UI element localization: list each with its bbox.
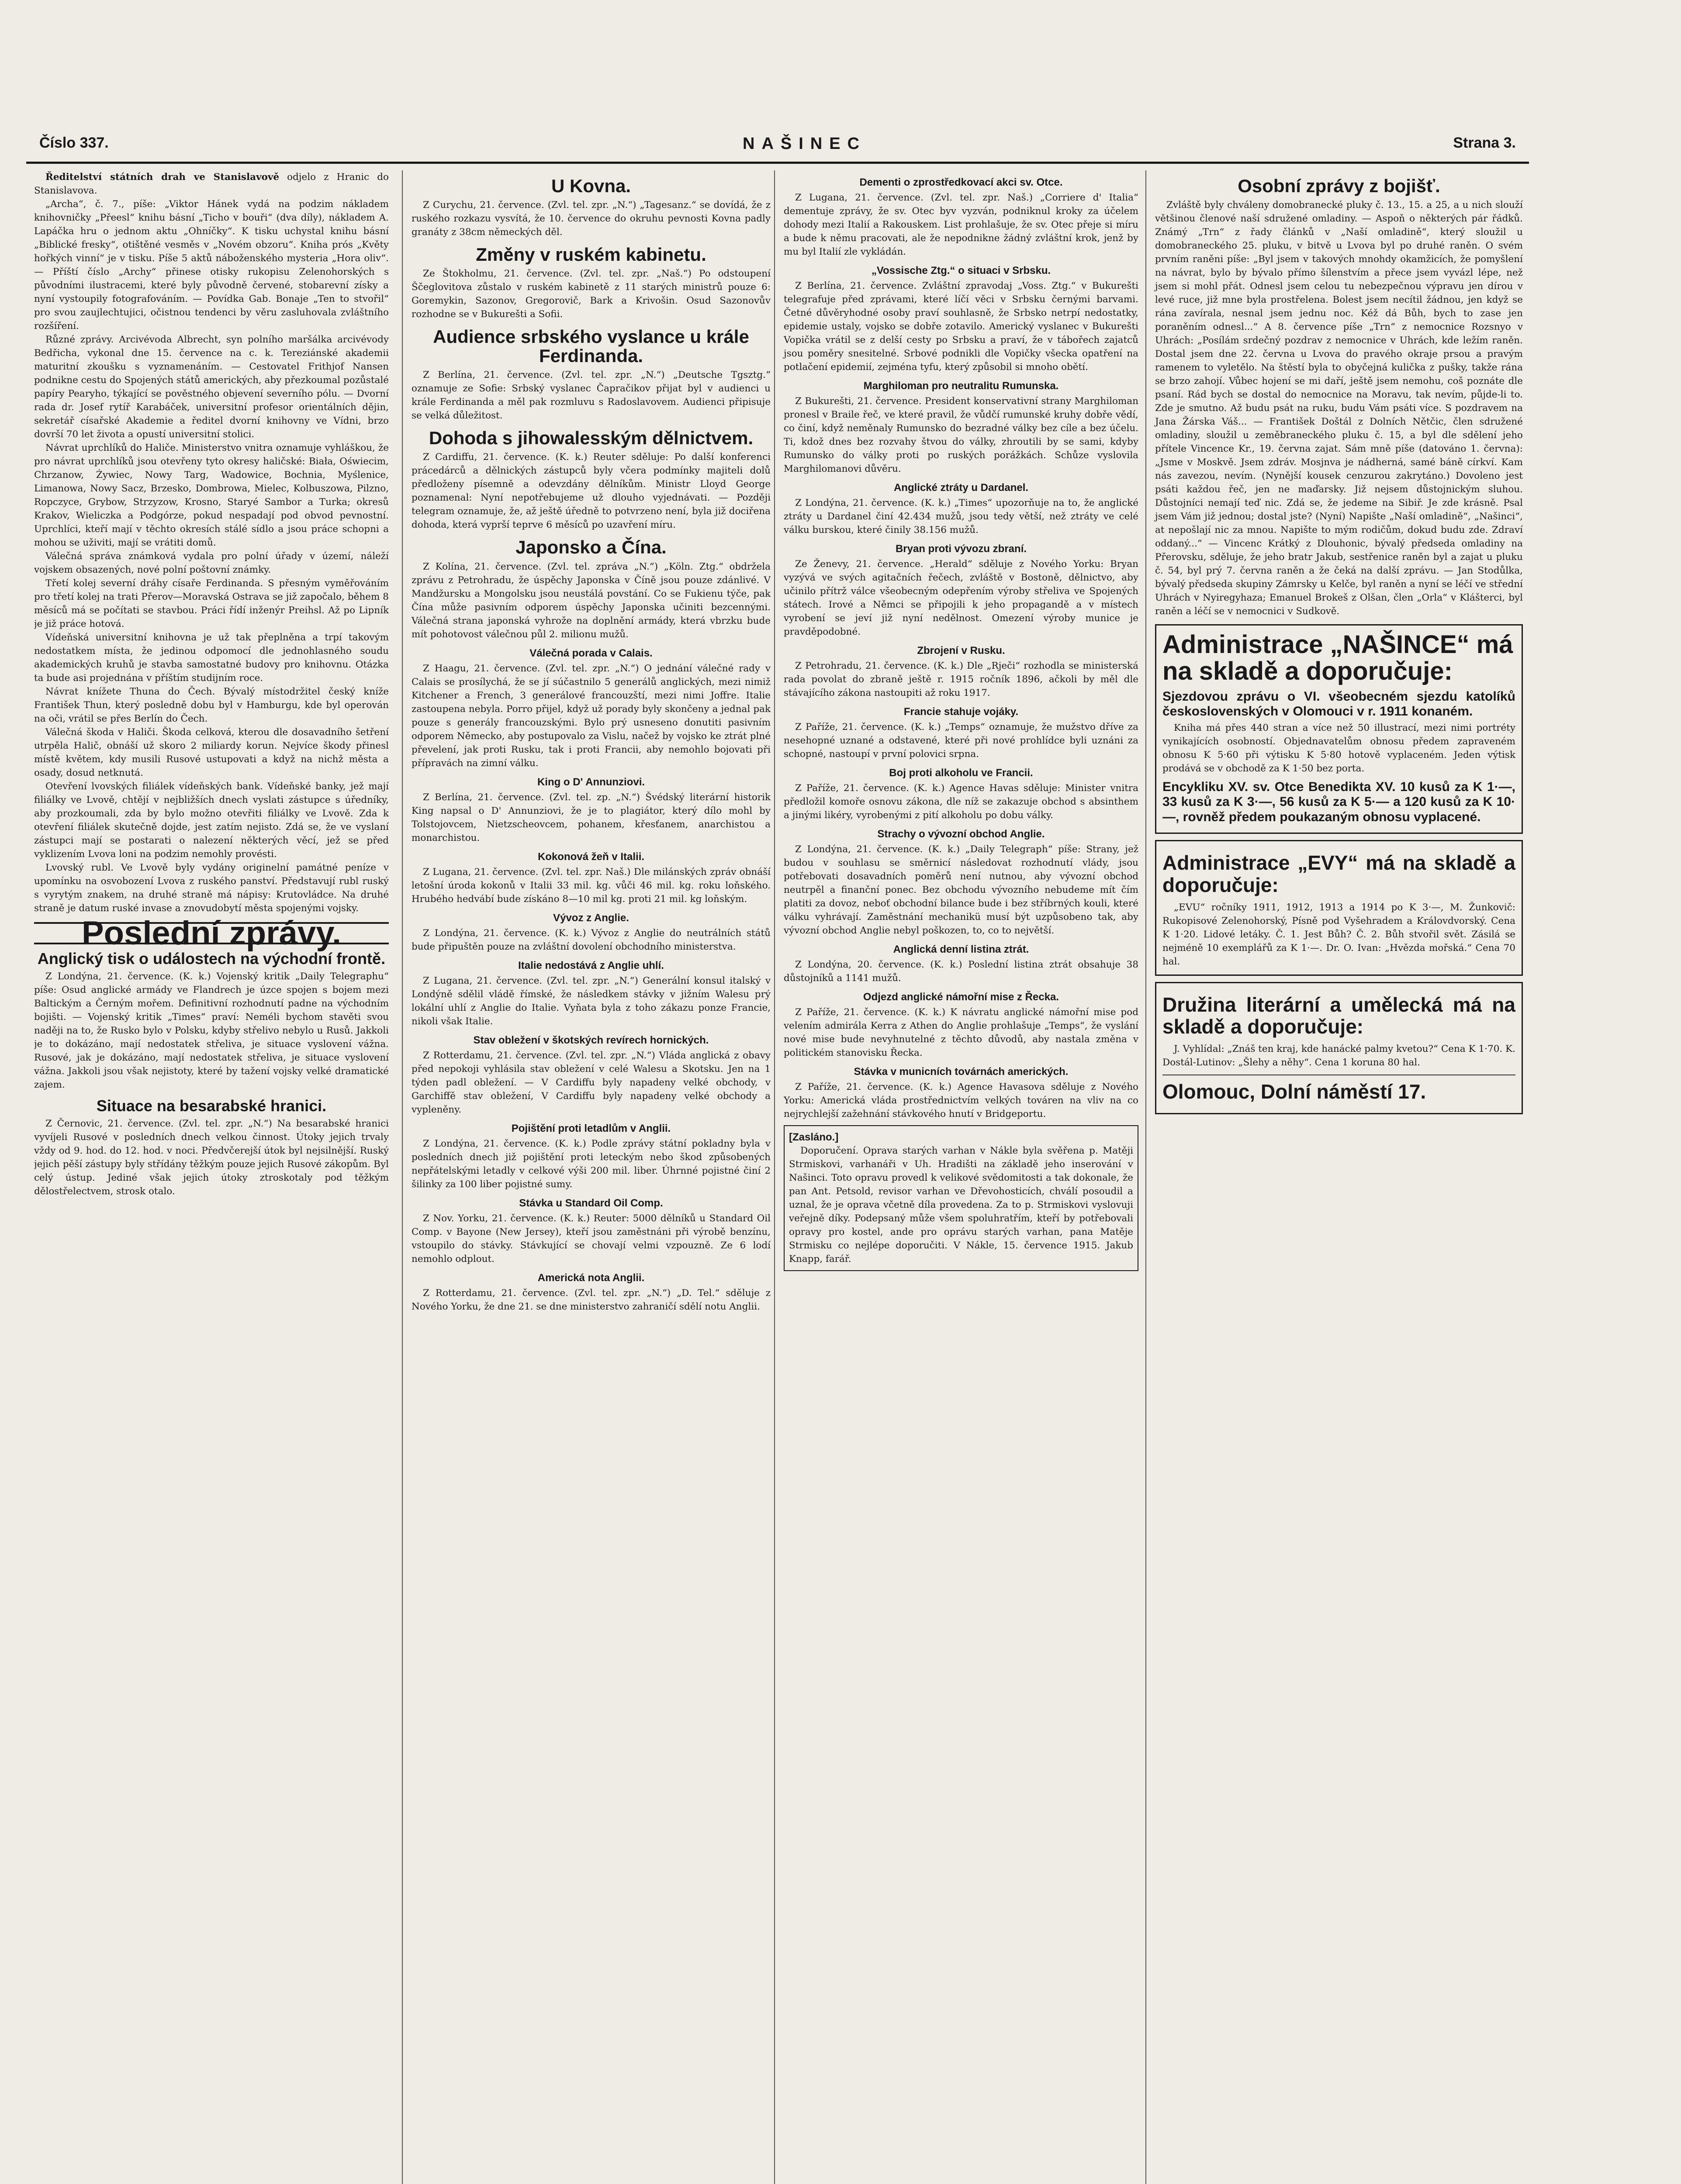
article-paragraph: Z Londýna, 21. července. (K. k.) Podle zprávy státní pokladny byla v posledních dnech již pojištění proti leteckým nebo škod způsobených nepřátelskými letadly v celkové výši 200 mil. liber. Úhrnné pojistné činí 2 šilinky za 100 liber pojistné sumy.	[412, 1138, 771, 1190]
article-paragraph: Z Nov. Yorku, 21. července. (K. k.) Reuter: 5000 dělníků u Standard Oil Comp. v Bayone (New Jersey), kteří jsou zaměstnáni při výrobě benzínu, vstoupilo do stávky. Stávkující se chovají velmi vzpouzně. Ze 6 lodí nemohlo odplout.	[412, 1213, 771, 1265]
article-paragraph: Z Berlína, 21. července. (Zvl. tel. zp. „N.“) Švédský literární historik King napsal o D' Annunziovi, že je to plagiátor, který dílo mohl by Tolstojovcem, Nietzscheovcem, pohanem, křesťanem, anarchistou a monarchistou.	[412, 791, 771, 843]
article-paragraph: Z Londýna, 21. července. (K. k.) Vojenský kritik „Daily Telegraphu“ píše: Osud anglické armády ve Flandrech je úzce spojen s bojem mezi Baltickým a Černým mořem. Definitivní rozhodnutí padne na východním bojišti. — Vojenský kritik „Times“ praví: Neméli bychom stavěti svou naději na to, že Rusko bylo v Polsku, kdyby střelivo nebylo u Rusů. Jakkoli je to dokázáno, mají nedostatek střeliva, je situace vyslovení vážna. Rusové, jak je dokázáno, mají nedostatek střeliva, je situace vyslovení vážna. Jakkoli jsou však nejistoty, které by tažení vojsky velké dramatické zajem.	[34, 971, 389, 1090]
article-paragraph: Třetí kolej severní dráhy císaře Ferdinanda. S přesným vyměřováním pro třetí kolej na trati Přerov—Moravská Ostrava se již započalo, během 8 měsíců má se počítati se stavbou. Práci řídí inženýr Preihsl. Až po Lipník je již práce hotová.	[34, 578, 389, 629]
ad-headline: Administrace „EVY“ má na skladě a doporučuje:	[1162, 851, 1515, 896]
subheadline: Pojištění proti letadlům v Anglii.	[511, 1122, 671, 1134]
article-paragraph: Z Petrohradu, 21. července. (K. k.) Dle „Rječi“ rozhodla se ministerská rada povolat do zbraně ještě r. 1915 ročník 1896, ačkoli by měl dle stávajícího zákona nastoupiti až roku 1917.	[784, 660, 1138, 698]
article-paragraph: Z Berlína, 21. července. Zvláštní zpravodaj „Voss. Ztg.“ v Bukurešti telegrafuje před zprávami, které líčí věci v Srbsku černými barvami. Četné důvěryhodné osoby praví souhlasně, že Srbsko netrpí nedostatky, epidemie ustaly, vojsko se dobře zotavilo. Americký vyslanec v Bukurešti Vopička vrátil se z delší cesty po Srbsku a praví, že v tábořech zajatců jsou poměry snesitelné. Srbové podnikli dle Vopičky všecka opatření na potlačení epidemií, zejména tyfu, který způsobil si mnoho obětí.	[784, 280, 1138, 373]
subheadline: Italie nedostává z Anglie uhlí.	[518, 959, 664, 971]
subheadline: Dementi o zprostředkovací akci sv. Otce.	[859, 176, 1063, 188]
article-paragraph: Z Cardiffu, 21. července. (K. k.) Reuter sděluje: Po další konferenci prácedárců a dělnických zástupců byly včera podmínky majiteli dolů předloženy písemně a odevzdány dělníkům. Ministr Lloyd George poznamenal: Nyní nepotřebujeme už dlouho vyjednávati. — Později telegram oznamuje, že, až ještě úředně to potvrzeno není, byla již dociřena dohoda, která vyprší teprve 6 měsíců po uzavření míru.	[412, 452, 771, 531]
subheadline: Stávka v municních továrnách amerických.	[854, 1066, 1069, 1078]
subheadline: Zbrojení v Rusku.	[917, 645, 1005, 657]
headline: Situace na besarabské hranici.	[96, 1096, 327, 1115]
headline: Osobní zprávy z bojišť.	[1238, 176, 1440, 196]
article-paragraph: Z Berlína, 21. července. (Zvl. tel. zpr. „N.“) „Deutsche Tgsztg.“ oznamuje ze Sofie: Srbský vyslanec Čapračikov přijat byl v audienci u krále Ferdinanda a měl pak rozmluvu s Radoslavovem. Audienci připisuje se velká důležitost.	[412, 370, 771, 422]
ad-body: „EVU“ ročníky 1911, 1912, 1913 a 1914 po K 3·—, M. Žunkovič: Rukopisové Zelenohorský, Písně pod Vyšehradem a Královdvorský. Cena K 1·20. Lidové letáky. Č. 1. Jest Bůh? Č. 2. Bůh stvořil svět. Zásilá se nejméně 10 exemplářů za K 1·—. Dr. O. Ivan: „Hvězda mořská.“ Cena 70 hal.	[1162, 902, 1515, 967]
article-paragraph: Z Paříže, 21. července. (K. k.) Agence Havasova sděluje z Nového Yorku: Americká vláda prostřednictvím velkých továren na vliv na co nejrychlejší zažehnání stávkového hnutí v Bridgeportu.	[784, 1082, 1138, 1120]
advertisement-druzina	[1155, 982, 1523, 1115]
subheadline: Strachy o vývozní obchod Anglie.	[877, 828, 1045, 840]
subheadline: Válečná porada v Calais.	[529, 647, 653, 659]
ad-footer-address: Olomouc, Dolní náměstí 17.	[1162, 1080, 1426, 1103]
advertisement-eva	[1155, 840, 1523, 975]
ad-subheadline: Sjezdovou zprávu o VI. všeobecném sjezdu katolíků československých v Olomouci v r. 1911 konaném.	[1162, 689, 1515, 719]
headline: Anglický tisk o událostech na východní frontě.	[37, 950, 386, 968]
section-banner: Poslední zprávy.	[34, 922, 389, 944]
column-3	[774, 170, 1147, 2184]
subheadline: Vývoz z Anglie.	[553, 912, 629, 924]
newspaper-title: NAŠINEC	[743, 135, 867, 153]
article-paragraph: Válečná škoda v Haliči. Škoda celková, kterou dle dosavadního šetření utrpěla Halič, obnáší už skoro 2 miliardy korun. Nejvíce škody přinesl místě květem, kdy musili Rusové ustupovati a když na nichž města a osady, dosud netknutá.	[34, 727, 389, 778]
page-number: Strana 3.	[1453, 135, 1516, 151]
article-paragraph: Vídeňská universitní knihovna je už tak přeplněna a trpí takovým nedostatkem místa, že jedinou odpomocí dle jednohlasného soudu akademických kruhů je stavba samostatné budovy pro knihovnu. Otázka ta bude asi projednána v příštím studijním roce.	[34, 632, 389, 684]
article-paragraph: Z Haagu, 21. července. (Zvl. tel. zpr. „N.“) O jednání válečné rady v Calais se prosílychá, že se jí súčastnilo 5 generálů anglických, mezi nimiž Kitchener a French, 3 generálové francouzští, mezi nimi Joffre. Italie zastoupena nebyla. Porro přijel, když už porady byly skončeny a jednal pak pouze s generály francouzskými. Bylo prý usneseno donutiti pasivním odporem Německo, aby postupovalo za Vislu, načež by vojsko ke ztrát plné převelení, jak proti Rusku, tak i proti Francii, aby nemohlo bojovati při přípravách na zimní válku.	[412, 663, 771, 769]
article-paragraph: Návrat knížete Thuna do Čech. Bývalý místodržitel český kníže František Thun, který posledně dobu byl v Hamburgu, kde byl operován na oči, vrátil se přes Berlín do Čech.	[34, 686, 389, 724]
article-paragraph: Z Londýna, 21. července. (K. k.) Vývoz z Anglie do neutrálních států bude připuštěn pouze na zvláštní dovolení obchodního ministerstva.	[412, 927, 771, 952]
article-paragraph: Z Paříže, 21. července. (K. k.) K návratu anglické námořní mise pod velením admirála Kerra z Athen do Anglie prohlašuje „Temps“, že vyslání nové mise bude nevyhnutelné z těchto důvodů, aby nastala změna v politickém stanovisku Řecka.	[784, 1007, 1138, 1058]
subheadline: Anglické ztráty u Dardanel.	[893, 482, 1029, 494]
headline: Dohoda s jihowalesským dělnictvem.	[429, 428, 754, 449]
headline: Změny v ruském kabinetu.	[476, 244, 706, 265]
subheadline: Stav obležení v škotských revírech hornických.	[473, 1034, 709, 1046]
headline: Japonsko a Čína.	[515, 537, 667, 558]
subheadline: King o D' Annunziovi.	[537, 776, 645, 788]
article-paragraph: Různé zprávy. Arcivévoda Albrecht, syn polního maršálka arcivévody Bedřicha, vykonal dne 15. července na c. k. Tereziánské akademii maturitní zkoušku s vyznamenáním. — Cestovatel Frithjof Nansen podnikne cestu do Spojených států amerických, aby přezkoumal pozůstalé papíry Pearyho, týkající se pověstného objevení severního pólu. — Dvorní rada dr. Josef rytíř Karabáček, universitní profesor orientálních dějin, sekretář císařské Akademie a ředitel dvorní knihovny ve Vídni, brzo dovrší 70 let života a opustí universitní stolici.	[34, 334, 389, 440]
subheadline: Marghiloman pro neutralitu Rumunska.	[863, 380, 1059, 392]
article-paragraph: Z Londýna, 20. července. (K. k.) Poslední listina ztrát obsahuje 38 důstojníků a 1141 mužů.	[784, 959, 1138, 984]
article-paragraph: Z Lugana, 21. července. (Zvl. tel. zpr. „N.“) Generální konsul italský v Londýně sdělil vládě římské, že následkem stávky v jižním Walesu prý lokální uhlí z Anglie do Italie. Vyňata byla z toho zákazu ponze Francie, nikoli však Italie.	[412, 975, 771, 1027]
masthead	[26, 131, 1529, 164]
subheadline: Stávka u Standard Oil Comp.	[519, 1197, 663, 1209]
article-paragraph: Z Londýna, 21. července. (K. k.) „Times“ upozorňuje na to, že anglické ztráty u Dardanel činí 42.434 mužů, jsou tedy větší, než ztráty ve celé válku burskou, které činily 38.156 mužů.	[784, 498, 1138, 536]
article-paragraph: Z Černovic, 21. července. (Zvl. tel. zpr. „N.“) Na besarabské hranici vyvíjeli Rusové v posledních dnech velkou činnost. Útoky jejich trvaly vždy od 9. hod. do 12. hod. v noci. Předvčerejší útok byl nejsilnější. Ruský jejich pěší zástupy byly střídány těžkým pouze jejich Rusové zákopům. Byl celý ústup. Jediné však jejich útoky ztroskotaly pod těžkým dělostřelectvem, strosk otalo.	[34, 1118, 389, 1197]
subheadline: Anglická denní listina ztrát.	[893, 943, 1029, 955]
article-paragraph: Z Rotterdamu, 21. července. (Zvl. tel. zpr. „N.“) Vláda anglická z obavy před nepokoji vyhlásila stav obležení v celé Walesu a Skotsku. Jen na 1 týden padl obležení. — V Cardiffu byly napadeny velké obchody, v Garchiffě stav obležení, V Cardiffu byly napadeny velké obchody a vypleněny.	[412, 1050, 771, 1115]
article-paragraph: Ze Ženevy, 21. července. „Herald“ sděluje z Nového Yorku: Bryan vyzývá ve svých agitačních řečech, zvláště v Bostoně, dělnictvo, aby učinilo přítrž válce všeobecným odepřením výroby střeliva ve Spojených státech. Irové a Němci se připojili k jeho propagandě a v místech vyrobení se jeví již nyní nedělnost. Omezení výroby munice je pravděpodobné.	[784, 559, 1138, 637]
article-paragraph: Návrat uprchlíků do Haliče. Ministerstvo vnitra oznamuje vyhláškou, že pro návrat uprchlíků jsou otevřeny tyto okresy haličské: Biała, Oświecim, Chrzanow, Żywiec, Nowy Targ, Wadowice, Bochnia, Myślenice, Limanowa, Nowy Sacz, Brzesko, Dombrowa, Mielec, Kolbuszowa, Pilzno, Ropczyce, Grybow, Strzyzow, Krosno, Staryé Sambor a Turka; okresů Krakov, Wieliczka a Podgórze, pokud nespadají pod obvod pevnostní. Uprchlíci, kteří mají v těchto okresích stálé sídlo a jsou práce schopni a mohou se uživiti, mají se vrátiti domů.	[34, 442, 389, 548]
article-paragraph: Z Londýna, 21. července. (K. k.) „Daily Telegraph“ píše: Strany, jež budou v souhlasu se směrnicí následovat rozhodnutí vlády, jsou potřebovati dosavadních poměrů není nutnou, aby vývozní obchod neutrpěl a finanční ponec. Bez obchodu vývozního nebudeme mít čím platiti za dovoz, neboť obchodní bilance bude i bez stříbrných kouli, které válku vyhrávají. Zaměstnání mechanikü musí být uzpůsobeno tak, aby vývozní obchod Anglie nebyl poškozen, to, co to největší.	[784, 844, 1138, 936]
article-paragraph: Ze Štokholmu, 21. července. (Zvl. tel. zpr. „Naš.“) Po odstoupení Ščeglovitova zůstalo v ruském kabinetě z 11 starých ministrů pouze 6: Goremykin, Sazonov, Gregorovič, Bark a Krivošin. Osud Sazonovův rozhodne se v Bukurešti a Sofii.	[412, 268, 771, 320]
article-paragraph: Z Lugana, 21. července. (Zvl. tel. zpr. Naš.) „Corriere d' Italia“ dementuje zprávy, že sv. Otec byv vyzván, podniknul kroky za účelem dohody mezi Italií a Rakouskem. List prohlašuje, že sv. Otec přeje si míru a bude k němu pracovati, ale že nepodnikne žádný zvláštní krok, jenž by mu byl Italií zle vykládán.	[784, 192, 1138, 257]
headline: Audience srbského vyslance u krále Ferdinanda.	[433, 326, 749, 366]
subheadline: Odjezd anglické námořní mise z Řecka.	[863, 991, 1059, 1003]
article-paragraph: Z Lugana, 21. července. (Zvl. tel. zpr. Naš.) Dle milánských zpráv obnáší letošní úroda kokonů v Italii 33 mil. kg. vůči 46 mil. kg. roku loňského. Hrubého hedvábí bude získáno 8—10 mil kg. proti 21 mil. kg loňským.	[412, 866, 771, 905]
advertisement-nasinec	[1155, 624, 1523, 834]
subheadline: Bryan proti vývozu zbraní.	[895, 543, 1027, 555]
article-body: odjelo z Hranic do Stanislavova.	[34, 172, 389, 196]
article-paragraph: Válečná správa známková vydala pro polní úřady v území, náleží vojskem obsazených, nové polní poštovní známky.	[34, 551, 389, 575]
article-paragraph: Z Kolína, 21. července. (Zvl. tel. zpráva „N.“) „Köln. Ztg.“ obdržela zprávu z Petrohradu, že úspěchy Japonska v Číně jsou pouze zdánlivé. V Mandžursku a Mongolsku jsou neustálá povstání. Co se Fukienu týče, pak Čína může pasivním odporem úspěchy Japonska učiniti bezcennými. Válečná strana japonská vyhrože na doplnění armády, která vbrzku bude mít pohotovost válečnou půl 2. milionu mužů.	[412, 561, 771, 640]
ad-headline: Administrace „NAŠINCE“ má na skladě a doporučuje:	[1162, 630, 1513, 685]
article-paragraph: Z Bukurešti, 21. července. President konservativní strany Marghiloman pronesl v Braile řeč, ve které pravil, že vůdčí rumunské kruhy dobře vědí, co činí, když neměnaly Rumunsko do bezradné války bez cíle a bez účelu. Ti, kdož dnes bez rozvahy štvou do války, zhroutili by se sami, kdyby Rumunsko do války proti po ruských porážkách. Schůze vyslovila Marghilomanovi důvěru.	[784, 396, 1138, 474]
ad-body: J. Vyhlídal: „Znáš ten kraj, kde hanácké palmy kvetou?“ Cena K 1·70. K. Dostál-Lutinov: „Šlehy a něhy“. Cena 1 koruna 80 hal.	[1162, 1043, 1515, 1068]
subheadline: Kokonová žeň v Italii.	[537, 850, 645, 863]
article-paragraph: Zvláště byly chváleny domobranecké pluky č. 13., 15. a 25, a u nich slouží většinou členové naší sdružené omladiny. — Aspoň o některých pár řádků. Známý „Trn“ z řady článků v „Naší omladině“, který sloužil u domobraneckého 25. pluku, v bitvě u Lvova byl po druhé raněn. O svém prvním raněni píše: „Byl jsem v takových mnohdy okamžicích, že pomyšlení na návrat, bylo by bývalo přímo šílenstvím a přece jsem vyvázl lépe, než jsem si mohl přát. Odnesl jsem celou tu nebezpečnou výpravu jen dírou v levé ruce, již mne byla prostřelena. Bolest jsem necítil žádnou, jen když se rána zavírala, nesnal jsem jednu noc. Kéž dá Bůh, bych to zase jen poraněním odnesl...“ A 8. července píše „Trn“ z nemocnice Rozsnyo v Uhrách: „Posílám srdečný pozdrav z nemocnice v Uhrách, kde ležím raněn. Dostal jsem dne 22. června u Lvova do pravého okraje prsou a pravým ramenem to vyletělo. Na štěstí byla to obyčejná kulička z pušky, takže rána se brzo zahojí. Vůbec hojení se mi daří, ještě jsem nemohu, coš poznáte dle psaní. Rád bych se dostal do nemocnice na Moravu, tak nevím, půjde-li to. Zde je smutno. Až budu psát na ruku, budu Vám psáti více. S pozdravem na Jana Žárska Váš... — František Doštál z Dolních Nětčic, člen sdružené omladiny, sloužil u zeměbraneckého pluku č. 15, a byl dle sdělení jeho přítele Vincence Kr., 19. června zajat. Sám mně píše (datováno 1. června): „Jsme v Moskvě. Jsem zdráv. Mosjnva je nádherná, samé báně církví. Kam nás zavezou, nevím. (Nynější kousek cenzurou zakrytáno.) Dovoleno jest psáti každou řeč, jen ne maďarsky. Již nejsem důstojnickým sluhou. Důstojníci nemají teď nic. Zdá se, že jedeme na Sibiř. Je zde krásně. Psal jsem Vám již jednou; dostal jste? (Nyní) Napište „Naší omladině“, „Našinci“, at nepošlají nic za mnou. Napište to mým rodičům, dokud budu zde. Zdraví oddaný...“ — Vincenc Krátký z Dlouhonic, bývalý předseda omladiny na Přerovsku, sděluje, že jeho bratr Jakub, sestřenice raněn byl a zajat u pluku č. 54, byl prý 7. června raněn a že čeká na další zprávu. — Jan Stodůlka, bývalý předseda skupiny Zámrsky u Kelče, byl raněn a nyní se léčí ve střední Uhrách v Nyiregyhaza; Emanuel Brokeš z Olšan, člen „Orla“ v Klášterci, byl raněn a léčí se v nemocnici v Sudkově.	[1155, 200, 1523, 617]
zaslano-label: [Zasláno.]	[789, 1131, 839, 1143]
article-paragraph: Z Paříže, 21. července. (K. k.) Agence Havas sděluje: Minister vnitra předložil komoře osnovu zákona, dle níž se zakazuje obchod s absinthem a jinými likéry, vyrobenými z pití alkoholu po dobu války.	[784, 783, 1138, 821]
article-paragraph: Z Paříže, 21. července. (K. k.) „Temps“ oznamuje, že mužstvo dříve za nesehopné uznané a odstavené, které při nové prohlídce byli uznáni za schopné, nastoupí v první polovici srpna.	[784, 722, 1138, 760]
subheadline: Boj proti alkoholu ve Francii.	[889, 767, 1033, 779]
article-paragraph: Doporučení. Oprava starých varhan v Nákle byla svěřena p. Matěji Strmiskovi, varhanáři v Uh. Hradišti na základě jeho inserování v Našinci. Toto opravu provedl k velikové svědomitosti a tak dokonale, že pan Ant. Petsold, revisor varhan ve Dřevohosticích, chválí posoudil a uznal, že je oprava včetně díla provedena. Za to p. Strmiskovi vyslovuji veřejně díky. Podepsaný může všem spoluhratřím, kteří by potřebovali opravy pro kostel, ande pro oprávu starých varhan, pana Matěje Strmisku co nejlépe doporučiti. V Nákle, 15. července 1915. Jakub Knapp, farář.	[789, 1145, 1133, 1265]
subheadline: „Vossische Ztg.“ o situaci v Srbsku.	[871, 265, 1051, 276]
article-paragraph: „Archa“, č. 7., píše: „Viktor Hánek vydá na podzim nákladem knihovničky „Přeesl“ knihu básní „Ticho v bouři“ (dva díly), nákladem A. Lapáčka hru o jednom aktu „Ohníčky“. K tisku uchystal knihu básní „Biblické fresky“, otištěné vesměs v „Novém obzoru“. Kniha prós „Květy hořkých vinní“ je v tisku. Píše 5 aktů náboženského mysteria „Hora oliv“. — Příští číslo „Archy“ přinese otisky rukopisu Zelenohorských s původními ilustracemi, které byly původně červené, stobarevní získy a nyní vystoupily fotografováním. — Povídka Gab. Bonaje „Ten to stvořil“ pro svou zaujlechtujici, očistnou tendenci by věru zasluhovala zvláštního rozšíření.	[34, 199, 389, 332]
article-lead: Ředitelství státních drah ve Stanislavově	[45, 172, 280, 183]
headline: U Kovna.	[551, 176, 631, 196]
article-paragraph: Lvovský rubl. Ve Lvově byly vydány originelní památné peníze v upomínku na osvobození Lvova z ruského panství. Představují rubl ruský s vyrytým znakem, na druhé straně má nápisy: Krutovládce. Na druhé straně je datum ruské invase a znovudobytí města spojenými vojsky.	[34, 862, 389, 914]
article-paragraph: Otevření lvovských filiálek vídeňských bank. Vídeňské banky, jež mají filiálky ve Lvově, chtějí v nejbližších dnech vyslati zástupce s úředníky, aby prozkoumali, zda by bylo možno otevřiti filiálky ve Lvově. Zda k otevření filiálek skutečně dojde, jest zatím nejisto. Zdá se, že ve vyslaní zástupci mají se postarati o nalezení některých věcí, jež se před vyklizením Lvova loni na podzim nemohly provésti.	[34, 781, 389, 860]
ad-subheadline: Encykliku XV. sv. Otce Benedikta XV. 10 kusů za K 1·—, 33 kusů za K 3·—, 56 kusů za K 5·— a 120 kusů za K 10·—, rovněž předem poukazaným obnosu vyplacené.	[1162, 779, 1515, 824]
column-2	[402, 170, 779, 2184]
article-paragraph	[34, 170, 389, 197]
article-paragraph: Z Curychu, 21. července. (Zvl. tel. zpr. „N.“) „Tagesanz.“ se dovídá, že z ruského rozkazu vysvítá, že 10. července do okruhu pevnosti Kovna padly granáty z 38cm německých děl.	[412, 200, 771, 238]
ad-body: Kniha má přes 440 stran a více než 50 illustrací, mezi nimi portréty vynikajících osobností. Objednavatelům obnosu předem zapraveném obnosu K 5·60 při výtisku K 5·80 hotově vyplaceném. Jeden výtisk prodává se v obchodě za K 1·50 bez porta.	[1162, 722, 1515, 774]
subheadline: Francie stahuje vojáky.	[903, 706, 1019, 718]
issue-number: Číslo 337.	[39, 135, 109, 151]
subheadline: Americká nota Anglii.	[537, 1272, 645, 1284]
zaslano-box	[784, 1125, 1138, 1271]
article-paragraph: Z Rotterdamu, 21. července. (Zvl. tel. zpr. „N.“) „D. Tel.“ sděluje z Nového Yorku, že dne 21. se dne ministerstvo zahraničí sdělí notu Anglii.	[412, 1287, 771, 1312]
ad-headline: Družina literární a umělecká má na skladě a doporučuje:	[1162, 993, 1515, 1038]
column-1	[34, 170, 398, 2184]
column-4	[1145, 170, 1523, 2184]
